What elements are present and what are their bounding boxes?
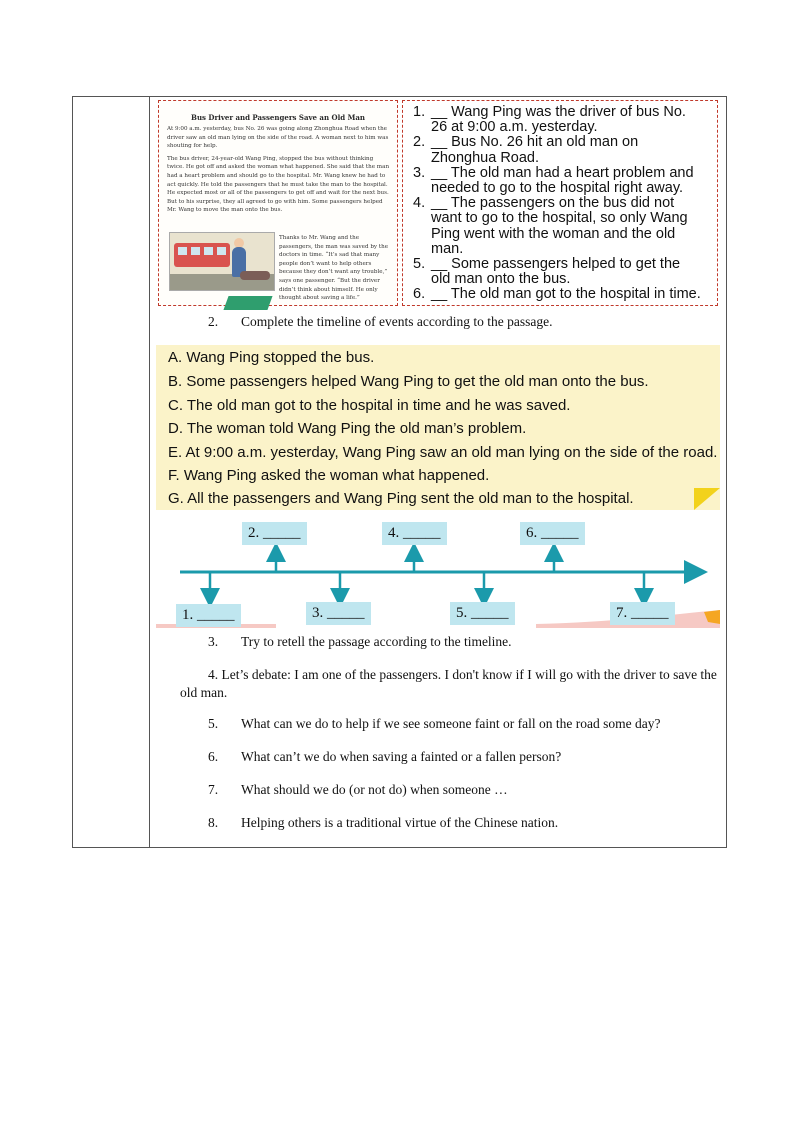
option-d: D. The woman told Wang Ping the old man’s problem. xyxy=(168,420,527,437)
timeline-blank-5[interactable]: 5. _____ xyxy=(450,602,515,625)
option-b: B. Some passengers helped Wang Ping to get the old man onto the bus. xyxy=(168,373,649,390)
question-4: 4. Let’s debate: I am one of the passengers. I don't know if I will go with the driver to save the old man. xyxy=(180,667,717,700)
passage-paragraph: Thanks to Mr. Wang and the passengers, the man was saved by the doctors in time. “It’s sad that many people don’t want to help others because they don’t want any trouble,” says one passenger. “But the driver didn’t think about himself. He only thought about saving a life.” xyxy=(279,235,389,302)
statement-item: 4. __ The passengers on the bus did not want to go to the hospital, so only Wang Ping went with the woman and the old man. xyxy=(413,195,688,257)
passage-image xyxy=(158,100,398,306)
timeline-blank-6[interactable]: 6. _____ xyxy=(520,522,585,545)
passage-paragraph: At 9:00 a.m. yesterday, bus No. 26 was going along Zhonghua Road when the driver saw an old man lying on the side of the road. A woman next to him was shouting for help. xyxy=(167,126,389,150)
timeline xyxy=(156,516,720,634)
column-divider xyxy=(149,97,150,847)
option-a: A. Wang Ping stopped the bus. xyxy=(168,349,375,366)
statement-item: 1. __ Wang Ping was the driver of bus No. 26 at 9:00 a.m. yesterday. xyxy=(413,104,686,136)
statements-box xyxy=(402,100,718,306)
timeline-blank-1[interactable]: 1. _____ xyxy=(176,604,241,627)
passage-text xyxy=(159,125,397,215)
statement-item: 2. __ Bus No. 26 hit an old man on Zhonghua Road. xyxy=(413,134,639,166)
option-c: C. The old man got to the hospital in time and he was saved. xyxy=(168,397,571,414)
statement-item: 5. __ Some passengers helped to get the old man onto the bus. xyxy=(413,256,681,288)
passage-title: Bus Driver and Passengers Save an Old Man xyxy=(191,113,365,122)
timeline-blank-4[interactable]: 4. _____ xyxy=(382,522,447,545)
option-e: E. At 9:00 a.m. yesterday, Wang Ping saw an old man lying on the side of the road. xyxy=(168,444,718,461)
bus-illustration xyxy=(169,232,275,291)
decorative-tab xyxy=(223,296,272,310)
timeline-blank-2[interactable]: 2. _____ xyxy=(242,522,307,545)
statement-item: 3. __ The old man had a heart problem and needed to go to the hospital right away. xyxy=(413,164,694,197)
statement-item: 6. __ The old man got to the hospital in time. xyxy=(413,286,701,303)
options-box xyxy=(156,345,720,510)
option-f: F. Wang Ping asked the woman what happened. xyxy=(168,467,490,484)
passage-paragraph: The bus driver, 24-year-old Wang Ping, stopped the bus without thinking twice. He got off and asked the woman what happened. She said that the man had a heart problem and should go to the hospital. Mr. Wang knew he had to act quickly. He told the passengers that he must take the man to the hospital. He expected most or all of the passengers to get off and wait for the next bus. But to his surprise, they all agreed to go with him. Some passengers helped Mr. Wang to move the man onto the bus. xyxy=(167,155,390,214)
timeline-blank-3[interactable]: 3. _____ xyxy=(306,602,371,625)
option-g: G. All the passengers and Wang Ping sent the old man to the hospital. xyxy=(168,490,634,507)
timeline-blank-7[interactable]: 7. _____ xyxy=(610,602,675,625)
